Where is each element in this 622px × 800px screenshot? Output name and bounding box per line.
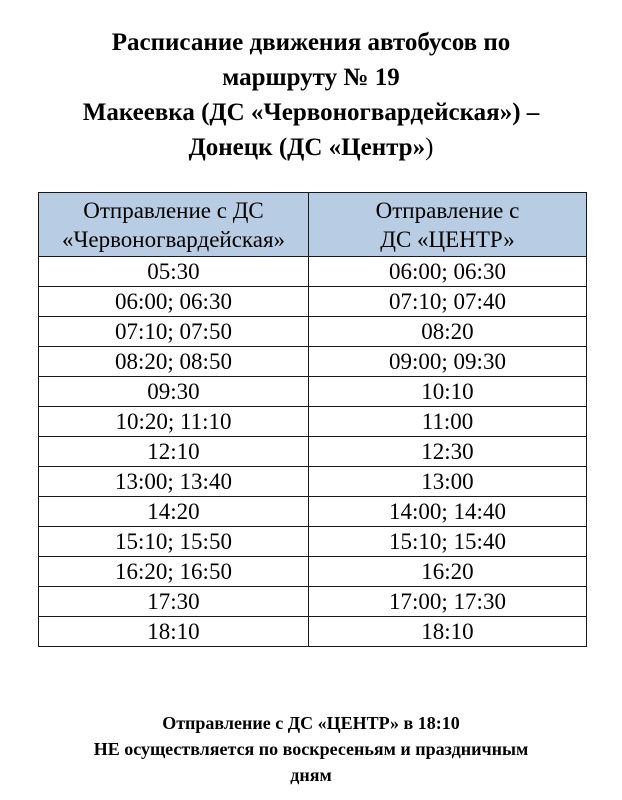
header-1-line-1: Отправление с ДС <box>83 197 264 223</box>
table-row <box>39 497 587 527</box>
page-title <box>0 25 622 165</box>
note-line-3: дням <box>290 765 332 785</box>
table-cell: 14:20 <box>39 497 309 527</box>
table-cell: 06:00; 06:30 <box>39 287 309 317</box>
table-cell: 13:00 <box>309 467 587 497</box>
table-cell: 08:20 <box>309 317 587 347</box>
table-cell: 14:00; 14:40 <box>309 497 587 527</box>
table-row <box>39 437 587 467</box>
table-row <box>39 557 587 587</box>
table-cell: 17:30 <box>39 587 309 617</box>
table-cell: 07:10; 07:40 <box>309 287 587 317</box>
table-row <box>39 347 587 377</box>
title-line-4 <box>0 130 622 165</box>
table-cell: 16:20; 16:50 <box>39 557 309 587</box>
table-cell: 06:00; 06:30 <box>309 257 587 287</box>
table-row <box>39 587 587 617</box>
title-line-1: Расписание движения автобусов по <box>111 29 511 56</box>
table-cell: 11:00 <box>309 407 587 437</box>
table-cell: 18:10 <box>39 617 309 647</box>
footer-note <box>0 710 622 788</box>
table-row <box>39 527 587 557</box>
table-cell: 12:10 <box>39 437 309 467</box>
table-row <box>39 377 587 407</box>
table-cell: 12:30 <box>309 437 587 467</box>
table-cell: 10:20; 11:10 <box>39 407 309 437</box>
table-row <box>39 317 587 347</box>
table-cell: 18:10 <box>309 617 587 647</box>
table-cell: 15:10; 15:50 <box>39 527 309 557</box>
header-1-line-2: «Червоногвардейская» <box>61 226 286 252</box>
table-cell: 17:00; 17:30 <box>309 587 587 617</box>
table-row <box>39 257 587 287</box>
table-cell: 08:20; 08:50 <box>39 347 309 377</box>
table-cell: 09:30 <box>39 377 309 407</box>
title-line-3: Макеевка (ДС «Червоногвардейская») – <box>82 99 540 126</box>
table-cell: 09:00; 09:30 <box>309 347 587 377</box>
title-line-4-tail: ) <box>425 134 434 161</box>
note-line-2: НЕ осуществляется по воскресеньям и праздничным <box>93 739 529 759</box>
title-line-2: маршруту № 19 <box>222 64 400 91</box>
table-cell: 05:30 <box>39 257 309 287</box>
header-departure-chervonogvardeyskaya <box>39 193 309 257</box>
header-departure-center <box>309 193 587 257</box>
table-cell: 15:10; 15:40 <box>309 527 587 557</box>
header-2-line-1: Отправление с <box>375 197 520 223</box>
table-row <box>39 287 587 317</box>
table-header-row <box>39 193 587 257</box>
table-row <box>39 617 587 647</box>
table-row <box>39 467 587 497</box>
header-2-line-2: ДС «ЦЕНТР» <box>380 226 515 252</box>
table-cell: 10:10 <box>309 377 587 407</box>
table-cell: 16:20 <box>309 557 587 587</box>
schedule-table <box>38 192 587 647</box>
table-cell: 13:00; 13:40 <box>39 467 309 497</box>
title-line-4-bold: Донецк (ДС «Центр» <box>188 134 426 161</box>
table-row <box>39 407 587 437</box>
note-line-1: Отправление с ДС «ЦЕНТР» в 18:10 <box>162 713 460 733</box>
table-cell: 07:10; 07:50 <box>39 317 309 347</box>
